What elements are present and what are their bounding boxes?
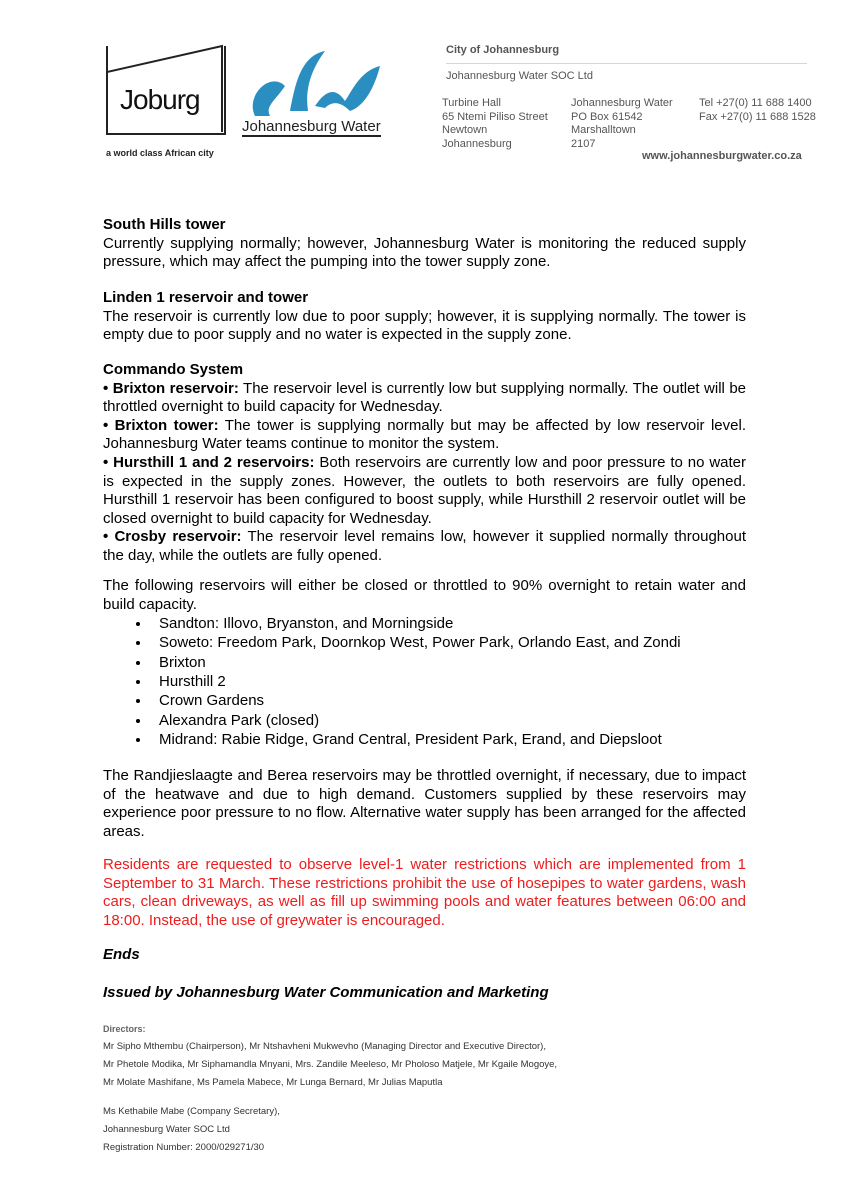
section-text: The reservoir is currently low due to poor supply; however, it is supplying normally. The tower is empty due to poor supply and no water is expected in the supply zone. [103, 307, 746, 344]
list-item: • Hursthill 2 [151, 672, 746, 691]
address-line: Turbine Hall [442, 97, 501, 109]
header-company: Johannesburg Water SOC Ltd [446, 70, 593, 82]
closures-intro: The following reservoirs will either be closed or throttled to 90% overnight to retain water and build capacity. [103, 577, 746, 613]
ends-label: Ends [103, 946, 140, 963]
list-item: • Sandton: Illovo, Bryanston, and Morningside [151, 614, 746, 633]
list-item: • Alexandra Park (closed) [151, 711, 746, 730]
address-physical [442, 97, 548, 151]
section-commando [103, 361, 746, 566]
jw-wordmark: Johannesburg Water [242, 118, 381, 135]
address-postal [571, 97, 673, 151]
item-label: • Brixton reservoir: [103, 379, 239, 397]
item-text: The reservoir level is currently low but supplying normally. The outlet will be throttled overnight to build capacity for Wednesday. [103, 379, 747, 416]
registration-number: Registration Number: 2000/029271/30 [103, 1142, 265, 1153]
item-label: • Brixton tower: [103, 416, 219, 434]
water-wave-icon [240, 46, 392, 118]
header-rule [446, 63, 807, 64]
section-text: Currently supplying normally; however, Johannesburg Water is monitoring the reduced supply pressure, which may affect the pumping into the tower supply zone. [103, 234, 746, 271]
item-text: The tower is supplying normally but may be affected by low reservoir level. Johannesburg Water teams continue to monitor the system. [103, 416, 746, 453]
restrictions-paragraph: Residents are requested to observe level-1 water restrictions which are implemented from 1 September to 31 March. These restrictions prohibit the use of hosepipes to water gardens, wash cars, clean driveways, as well as fill up swimming pools and water features between 06:00 and 18:00. Instead, the use of greywater is encouraged. [103, 856, 746, 929]
directors-line: Mr Phetole Modika, Mr Siphamandla Mnyani, Mrs. Zandile Meeleso, Mr Pholoso Matjele, Mr Kgaile Mogoye, [103, 1059, 558, 1070]
address-line: PO Box 61542 [571, 110, 643, 123]
directors-label: Directors: [103, 1024, 146, 1034]
joburg-logo [106, 46, 226, 135]
commando-item [103, 417, 746, 454]
address-line: Johannesburg Water [571, 97, 673, 109]
section-south-hills [103, 216, 746, 272]
johannesburg-water-logo [240, 46, 392, 136]
address-line: Johannesburg [442, 137, 512, 150]
section-closures [103, 577, 746, 749]
secretary-block [103, 1103, 280, 1157]
website-link[interactable]: www.johannesburgwater.co.za [642, 150, 802, 162]
list-item: • Crown Gardens [151, 691, 746, 710]
directors-line: Mr Sipho Mthembu (Chairperson), Mr Ntshavheni Mukwevho (Managing Director and Executive Director), [103, 1041, 546, 1052]
issued-by: Issued by Johannesburg Water Communication and Marketing [103, 984, 549, 1001]
item-label: • Hursthill 1 and 2 reservoirs: [103, 453, 315, 471]
section-title: Commando System [103, 361, 244, 378]
commando-item [103, 380, 746, 417]
section-linden [103, 289, 746, 345]
directors-block [103, 1020, 557, 1092]
item-label: • Crosby reservoir: [103, 528, 242, 546]
address-line: 2107 [571, 137, 596, 150]
section-title: Linden 1 reservoir and tower [103, 289, 309, 306]
secretary-line: Johannesburg Water SOC Ltd [103, 1124, 230, 1135]
joburg-tagline: a world class African city [106, 148, 214, 158]
fax: Fax +27(0) 11 688 1528 [699, 110, 816, 123]
address-line: 65 Ntemi Piliso Street [442, 110, 548, 123]
reservoir-list [103, 614, 746, 749]
secretary-line: Ms Kethabile Mabe (Company Secretary), [103, 1106, 280, 1117]
commando-item [103, 528, 746, 565]
randjieslaagte-paragraph: The Randjieslaagte and Berea reservoirs may be throttled overnight, if necessary, due to impact of the heatwave and due to high demand. Customers supplied by these reservoirs may experience poor pressure to no flow. Alternative water supply has been arranged for the affected areas. [103, 767, 746, 840]
list-item: • Soweto: Freedom Park, Doornkop West, Power Park, Orlando East, and Zondi [151, 633, 746, 652]
item-text: Both reservoirs are currently low and poor pressure to no water is expected in the supply zones. However, the outlets to both reservoirs are fully opened. Hursthill 1 reservoir has been configured to boost supply, while Hursthill 2 reservoir outlet will be closed overnight to build capacity for Wednesday. [103, 453, 747, 527]
directors-line: Mr Molate Mashifane, Ms Pamela Mabece, Mr Lunga Bernard, Mr Julias Maputla [103, 1077, 443, 1088]
list-item: • Brixton [151, 653, 746, 672]
list-item: • Midrand: Rabie Ridge, Grand Central, President Park, Erand, and Diepsloot [151, 730, 746, 749]
header-city: City of Johannesburg [446, 44, 560, 56]
contact-numbers [699, 97, 816, 124]
address-line: Marshalltown [571, 124, 636, 136]
address-line: Newtown [442, 124, 488, 136]
joburg-wordmark: Joburg [120, 84, 200, 115]
commando-item [103, 454, 746, 528]
item-text: The reservoir level remains low, however it supplied normally throughout the day, while the outlets are fully opened. [103, 528, 746, 564]
section-title: South Hills tower [103, 216, 226, 233]
tel: Tel +27(0) 11 688 1400 [699, 97, 812, 109]
